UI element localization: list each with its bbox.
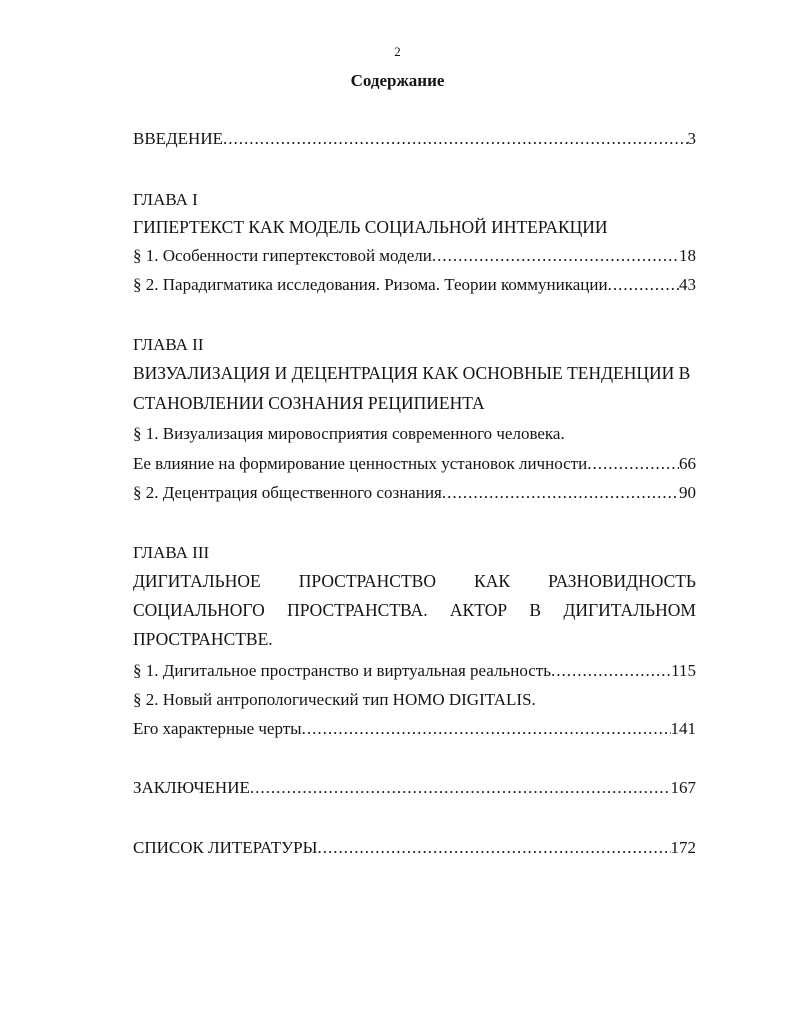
toc-page-number: 18 — [679, 246, 696, 265]
page-number: 2 — [394, 44, 401, 59]
toc-label: § 1. Дигитальное пространство и виртуальная реальность — [133, 661, 551, 680]
title-word: СОЦИАЛЬНОГО — [133, 600, 265, 620]
chapter-2-heading: ГЛАВА II — [133, 335, 204, 354]
toc-page-number: 141 — [670, 719, 696, 738]
toc-entry-ch2-s2 — [133, 482, 696, 504]
chapter-2-title-line-1: ВИЗУАЛИЗАЦИЯ И ДЕЦЕНТРАЦИЯ КАК ОСНОВНЫЕ ТЕНДЕНЦИИ В — [133, 363, 691, 383]
toc-page-number: 172 — [670, 838, 696, 857]
toc-entry-bibliography — [133, 837, 696, 859]
toc-dot-leader — [551, 660, 671, 682]
toc-label: Ее влияние на формирование ценностных установок личности — [133, 454, 588, 473]
toc-page-number: 43 — [679, 275, 696, 294]
toc-dot-leader — [442, 482, 679, 504]
chapter-1-heading: ГЛАВА I — [133, 190, 198, 209]
title-word: ДИГИТАЛЬНОМ — [563, 600, 696, 620]
toc-entry-ch1-s2 — [133, 274, 696, 296]
chapter-3-title-line-2 — [133, 599, 696, 621]
title-word: РАЗНОВИДНОСТЬ — [548, 571, 696, 591]
toc-entry-ch2-s1 — [133, 453, 696, 475]
toc-label: СПИСОК ЛИТЕРАТУРЫ — [133, 838, 318, 857]
chapter-3-heading: ГЛАВА III — [133, 543, 210, 562]
title-word: АКТОР — [449, 600, 508, 620]
page-title: Содержание — [350, 71, 445, 90]
toc-dot-leader — [250, 777, 671, 799]
toc-label: Его характерные черты — [133, 719, 302, 738]
chapter-3-title-line-1 — [133, 570, 696, 592]
title-word: ПРОСТРАНСТВА. — [287, 600, 428, 620]
toc-entry-ch1-s1 — [133, 245, 696, 267]
toc-page-number: 3 — [687, 129, 696, 148]
title-word: ДИГИТАЛЬНОЕ — [133, 571, 261, 591]
toc-label: ЗАКЛЮЧЕНИЕ — [133, 778, 250, 797]
toc-dot-leader — [317, 837, 670, 859]
toc-dot-leader — [587, 453, 679, 475]
toc-page-number: 90 — [679, 483, 696, 502]
toc-page-number: 66 — [679, 454, 696, 473]
toc-entry-conclusion — [133, 777, 696, 799]
toc-entry-ch3-s1 — [133, 660, 696, 682]
toc-label: ВВЕДЕНИЕ — [133, 129, 223, 148]
chapter-3-title-line-3: ПРОСТРАНСТВЕ. — [133, 629, 273, 649]
toc-entry-ch3-s2 — [133, 718, 696, 740]
toc-page-number: 115 — [671, 661, 696, 680]
toc-dot-leader — [608, 274, 679, 296]
chapter-2-title-line-2: СТАНОВЛЕНИИ СОЗНАНИЯ РЕЦИПИЕНТА — [133, 393, 485, 413]
toc-dot-leader — [223, 128, 688, 150]
toc-dot-leader — [302, 718, 671, 740]
chapter-1-title: ГИПЕРТЕКСТ КАК МОДЕЛЬ СОЦИАЛЬНОЙ ИНТЕРАКЦИИ — [133, 217, 608, 237]
toc-page-number: 167 — [670, 778, 696, 797]
toc-entry-ch2-s1-line-1: § 1. Визуализация мировосприятия современного человека. — [133, 424, 565, 443]
title-word: В — [529, 600, 542, 620]
title-word: ПРОСТРАНСТВО — [298, 571, 436, 591]
title-word: КАК — [474, 571, 511, 591]
toc-entry-ch3-s2-line-1: § 2. Новый антропологический тип HOMO DIGITALIS. — [133, 690, 536, 709]
toc-label: § 2. Децентрация общественного сознания — [133, 483, 442, 502]
toc-label: § 1. Особенности гипертекстовой модели — [133, 246, 432, 265]
toc-dot-leader — [432, 245, 679, 267]
toc-entry-introduction — [133, 128, 696, 150]
toc-label: § 2. Парадигматика исследования. Ризома. Теории коммуникации — [133, 275, 608, 294]
